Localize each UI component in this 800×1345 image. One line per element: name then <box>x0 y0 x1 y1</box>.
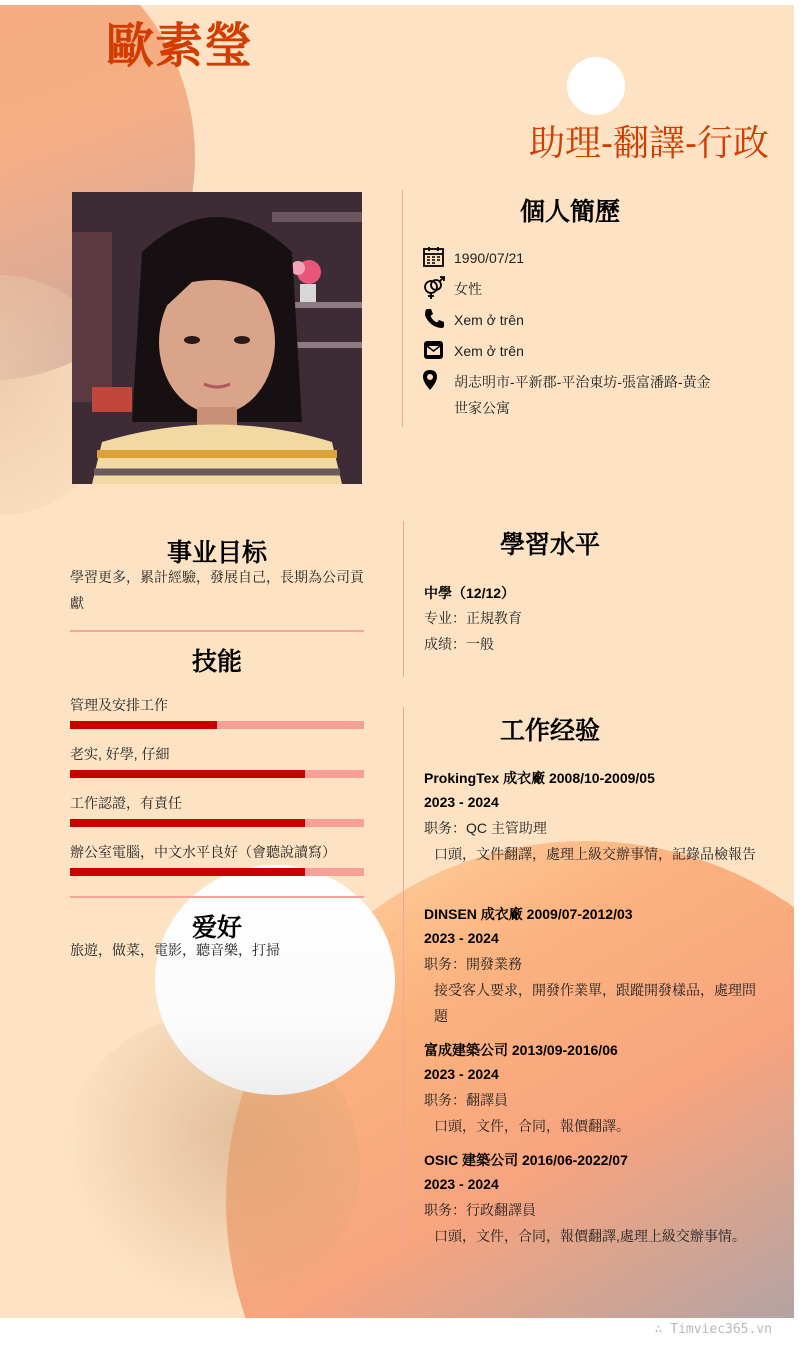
experience-description: 口頭，文件，合同，報價翻譯,處理上級交辦事情。 <box>434 1228 746 1244</box>
resume-page <box>0 5 794 1318</box>
watermark-footer: ∴ Timviec365.vn <box>654 1322 772 1337</box>
experience-period: 2023 - 2024 <box>424 930 499 946</box>
experience-description: 口頭，文件，合同，報價翻譯。 <box>434 1118 630 1134</box>
skill-label: 辦公室電腦，中文水平良好（會聽說讀寫） <box>70 844 336 860</box>
experience-company: DINSEN 成衣廠 2009/07-2012/03 <box>424 906 633 922</box>
experience-company: OSIC 建築公司 2016/06-2022/07 <box>424 1152 628 1168</box>
skill-bar <box>70 770 364 778</box>
profile-photo <box>72 192 362 484</box>
education-title: 學習水平 <box>499 531 600 559</box>
info-phone <box>422 307 524 333</box>
divider-vertical-info <box>402 190 403 427</box>
skill-label: 工作認證，有責任 <box>70 795 182 811</box>
divider-vertical-experience <box>403 707 404 1257</box>
info-email <box>422 338 524 364</box>
info-gender <box>422 276 482 302</box>
experience-description: 口頭，文件翻譯，處理上級交辦事情，記錄品檢報告 <box>434 846 756 862</box>
phone-value: Xem ở trên <box>454 312 524 328</box>
experience-company: ProkingTex 成衣廠 2008/10-2009/05 <box>424 770 655 786</box>
personal-info-title: 個人簡歷 <box>519 198 620 226</box>
skill-bar-fill <box>70 819 305 827</box>
job-title: 助理-翻譯-行政 <box>529 122 769 163</box>
hobbies-title: 爱好 <box>191 914 242 942</box>
email-value: Xem ở trên <box>454 343 524 359</box>
objective-text: 學習更多，累計經驗，發展自己，長期為公司貢獻 <box>70 569 364 611</box>
address-value: 胡志明市-平新郡-平治東坊-張富潘路-黃金世家公寓 <box>454 374 711 416</box>
experience-role: 职务：QC 主管助理 <box>424 820 547 836</box>
divider-skills <box>70 896 364 898</box>
experience-role: 职务：翻譯員 <box>424 1092 508 1108</box>
experience-period: 2023 - 2024 <box>424 1176 499 1192</box>
experience-role: 职务：行政翻譯員 <box>424 1202 536 1218</box>
divider-vertical-education <box>403 521 404 677</box>
skill-bar <box>70 868 364 876</box>
skill-label: 老实, 好學, 仔細 <box>70 746 170 762</box>
experience-role: 职务：開發業務 <box>424 956 522 972</box>
info-birthday <box>422 245 524 271</box>
decor-circle-white-top <box>567 57 625 115</box>
experience-period: 2023 - 2024 <box>424 794 499 810</box>
experience-period: 2023 - 2024 <box>424 1066 499 1082</box>
phone-icon <box>422 307 446 331</box>
gender-value: 女性 <box>454 281 482 297</box>
skill-label: 管理及安排工作 <box>70 697 168 713</box>
experience-title: 工作经验 <box>499 717 600 745</box>
divider-objective <box>70 630 364 632</box>
experience-company: 富成建築公司 2013/09-2016/06 <box>424 1042 618 1058</box>
calendar-icon <box>422 245 446 269</box>
info-address <box>422 369 712 421</box>
skills-title: 技能 <box>191 648 242 676</box>
skill-bar <box>70 721 364 729</box>
candidate-name: 歐素瑩 <box>106 20 254 73</box>
education-major: 专业：正規教育 <box>424 610 522 626</box>
education-grade: 成绩：一般 <box>424 636 494 652</box>
decor-circle-white-middle <box>155 865 395 1095</box>
location-pin-icon <box>422 369 446 393</box>
hobbies-text: 旅遊，做菜，電影，聽音樂，打掃 <box>70 942 280 958</box>
skill-bar-fill <box>70 868 305 876</box>
objective-title: 事业目标 <box>166 539 267 567</box>
skill-bar-fill <box>70 721 217 729</box>
experience-description: 接受客人要求，開發作業單，跟蹤開發樣品，處理問題 <box>434 982 756 1024</box>
skill-bar <box>70 819 364 827</box>
gender-icon <box>422 276 446 300</box>
email-icon <box>422 338 446 362</box>
birthday-value: 1990/07/21 <box>454 250 525 266</box>
skill-bar-fill <box>70 770 305 778</box>
education-school: 中學（12/12） <box>424 585 516 601</box>
